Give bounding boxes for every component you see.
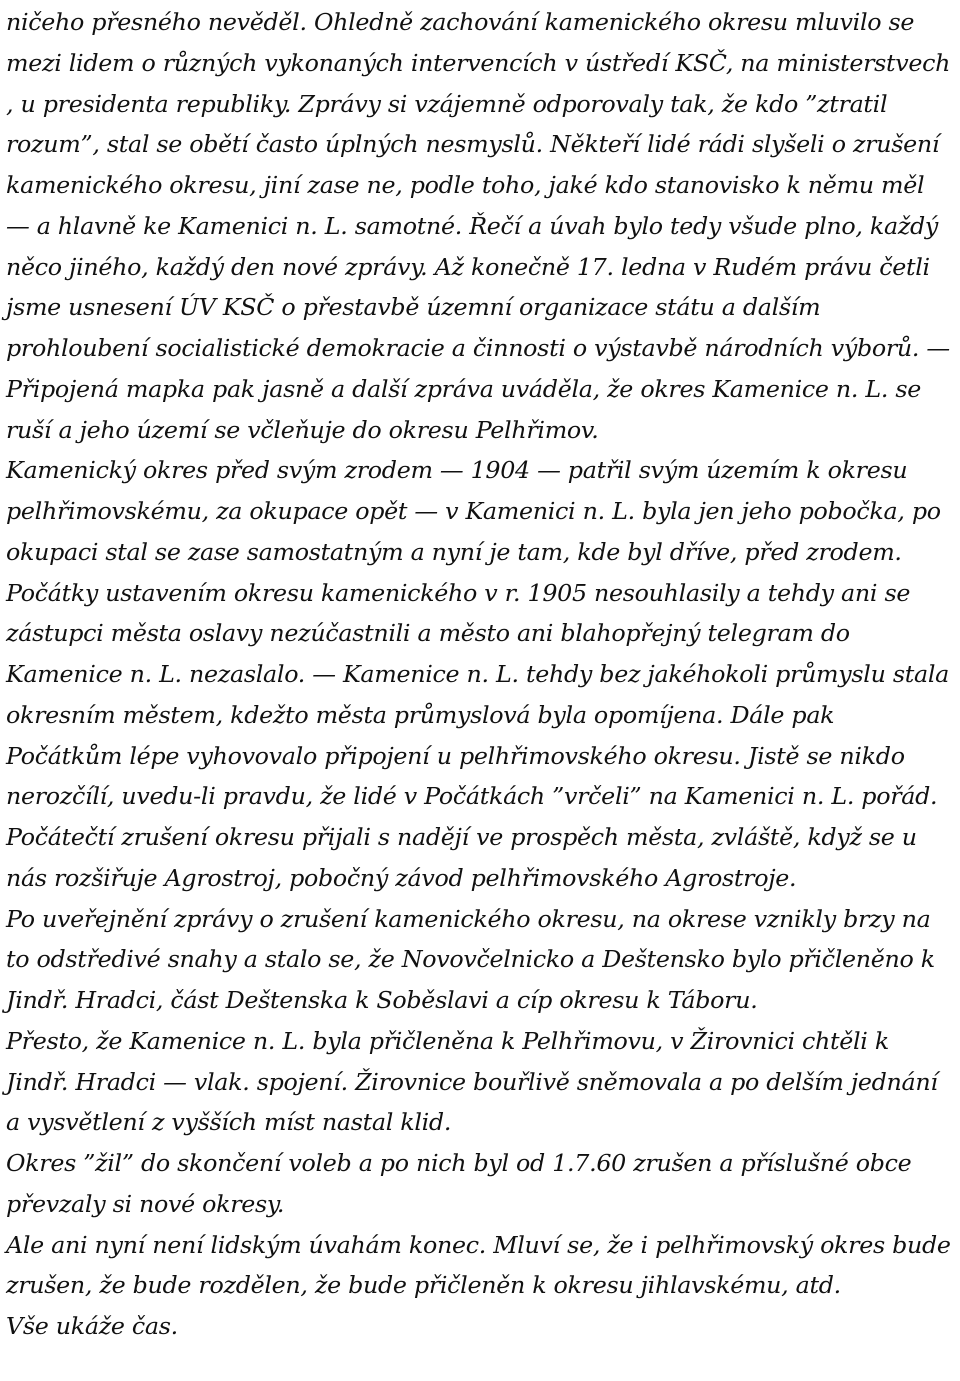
paragraph-okres-history: Kamenický okres před svým zrodem — 1904 — patřil svým územím k okresu pelhřimovskému, za okupace opět — v Kamenici n. L. byla jen jeho pobočka, po okupaci stal se zase samostatným a nyní je tam, kde byl dříve, před zrodem. xyxy=(6,456,941,566)
paragraph-pocatky-hope: Počátečtí zrušení okresu přijali s nadějí ve prospěch města, zvláště, když se u nás rozšiřuje Agrostroj, pobočný závod pelhřimovského Agrostroje. xyxy=(6,823,917,892)
paragraph-zirovnice: Přesto, že Kamenice n. L. byla přičleněna k Pelhřimovu, v Žirovnici chtěli k Jindř. Hradci — vlak. spojení. Žirovnice bouřlivě sněmovala a po delším jednání a vysvětlení z vyšších míst nastal klid. xyxy=(6,1026,938,1137)
paragraph-centrifugal-efforts: Po uveřejnění zprávy o zrušení kamenického okresu, na okrese vznikly brzy na to odstředivé snahy a stalo se, že Novovčelnicko a Deštensko bylo přičleněno k Jindř. Hradci, část Deštenska k Soběslavi a cíp okresu k Táboru. xyxy=(6,904,935,1014)
paragraph-pocatky-reaction: Počátky ustavením okresu kamenického v r. 1905 nesouhlasily a tehdy ani se zástupci města oslavy nezúčastnili a město ani blahopřejný telegram do Kamenice n. L. nezaslalo. — Kamenice n. L. tehdy bez jakéhokoli průmyslu stala okresním městem, kdežto města průmyslová byla opomíjena. Dále pak Počátkům lépe vyhovovalo připojení u pelhřimovského okresu. Jistě se nikdo nerozčílí, uvedu-li pravdu, že lidé v Počátkách ”vrčeli” na Kamenici n. L. pořád. xyxy=(6,578,949,811)
paragraph-further-speculation: Ale ani nyní není lidským úvahám konec. Mluví se, že i pelhřimovský okres bude zrušen, že bude rozdělen, že bude přičleněn k okresu jihlavskému, atd. xyxy=(6,1230,951,1300)
paragraph-okres-rumors: ničeho přesného nevěděl. Ohledně zachování kamenického okresu mluvilo se mezi lidem o různých vykonaných intervencích v ústředí KSČ, na ministerstvech , u presidenta republiky. Zprávy si vzájemně odporovaly tak, že kdo ”ztratil rozum”, stal se obětí často úplných nesmyslů. Někteří lidé rádi slyšeli o zrušení kamenického okresu, jiní zase ne, podle toho, jaké kdo stanovisko k němu měl — a hlavně ke Kamenici n. L. samotné. Řečí a úvah bylo tedy všude plno, každý něco jiného, každý den nové zprávy. Až konečně 17. ledna v Rudém právu četli jsme usnesení ÚV KSČ o přestavbě územní organizace státu a dalším prohloubení socialistické demokracie a činnosti o výstavbě národních výborů. — Připojená mapka pak jasně a další zpráva uváděla, že okres Kamenice n. L. se ruší a jeho území se včleňuje do okresu Pelhřimov. xyxy=(6,8,951,444)
paragraph-closing: Vše ukáže čas. xyxy=(6,1312,178,1340)
paragraph-okres-abolished: Okres ”žil” do skončení voleb a po nich byl od 1.7.60 zrušen a příslušné obce převzaly si nové okresy. xyxy=(6,1149,912,1218)
